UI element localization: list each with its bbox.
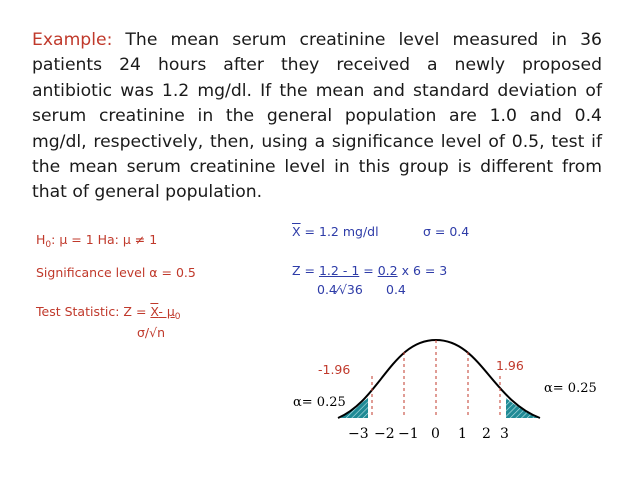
problem-line-1: Example: The mean serum creatinine level measured in 36 [32,30,602,50]
dashed-guides [372,340,500,418]
tick-neg1: −1 [398,426,419,442]
left-critical-value: -1.96 [318,362,351,377]
tick-0: 0 [431,426,440,442]
tick-3: 3 [500,426,509,442]
problem-line-6: the mean serum creatinine level in this group is different from [32,156,602,177]
tick-neg3: −3 [348,426,369,442]
test-statistic: Test Statistic: Z = X- $\mu_0$ [36,304,181,322]
significance-level: Significance level α = 0.5 [36,265,196,280]
sample-mean: $\overline{X} = 1.2$ mg/dl [292,224,379,239]
tick-1: 1 [458,426,467,442]
z-denominator: 0.4⁄√36 [317,282,363,297]
z-denominator-2: 0.4 [386,282,406,297]
example-label: Example: [32,30,113,50]
z-calculation: Z = 1.2 - 1 = 0.2 x 6 = 3 [292,263,448,278]
problem-line-2: patients 24 hours after they received a newly proposed [32,55,602,76]
hypotheses: $H_0$: μ = 1 Ha: μ ≠ 1 [36,232,158,250]
alpha-left-label: α= 0.25 [293,395,346,410]
population-sd: σ = 0.4 [423,224,470,239]
test-statistic-denominator: σ/√n [137,325,166,340]
right-critical-value: 1.96 [496,358,524,373]
problem-line-3: antibiotic was 1.2 mg/dl. If the mean and standard deviation of [32,80,602,101]
test-statistic-numerator: X- $\mu_0$ [150,304,181,322]
tick-2: 2 [482,426,491,442]
problem-line-7: that of general population. [32,182,263,203]
problem-line-5: mg/dl, respectively, then, using a significance level of 0.5, test if [32,131,602,152]
problem-line-4: serum creatinine in the general population are 1.0 and 0.4 [32,106,602,127]
tick-neg2: −2 [374,426,395,442]
alpha-right-label: α= 0.25 [544,381,597,396]
